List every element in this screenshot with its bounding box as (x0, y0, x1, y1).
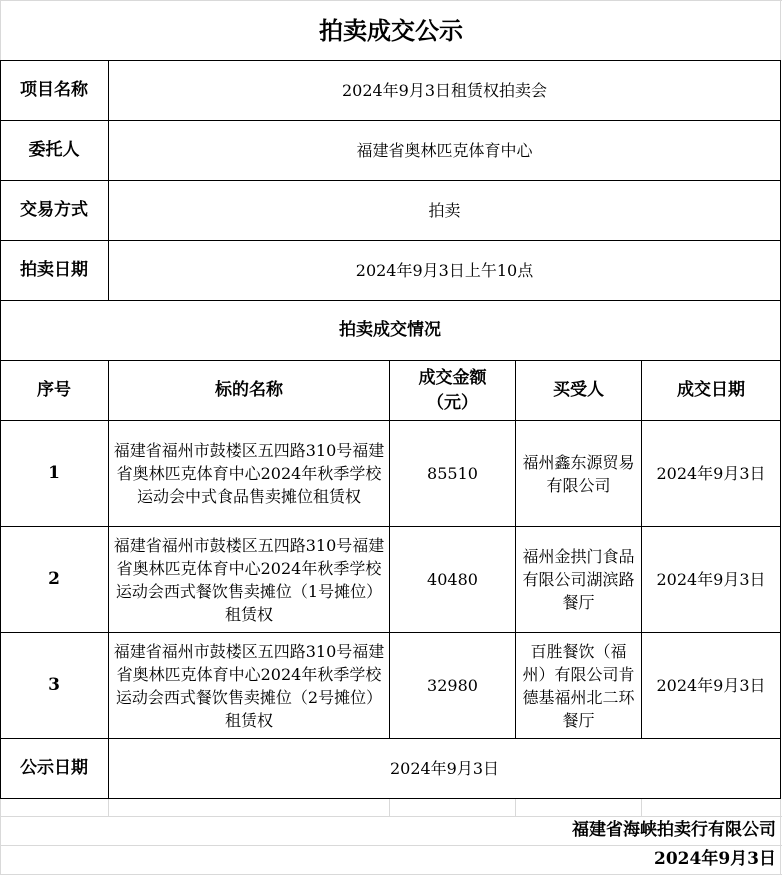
method-label: 交易方式 (20, 200, 88, 220)
table-row-3-buyer: 百胜餐饮（福州）有限公司肯德基福州北二环餐厅 (522, 641, 635, 730)
grid-line (0, 60, 781, 61)
table-row-3-amount: 32980 (427, 676, 478, 695)
page-title: 拍卖成交公示 (319, 15, 463, 45)
grid-line (0, 632, 781, 633)
header-date: 成交日期 (677, 380, 745, 400)
grid-line (0, 120, 781, 121)
table-row-3-item: 福建省福州市鼓楼区五四路310号福建省奥林匹克体育中心2024年秋季学校运动会西式餐饮售卖摊位（2号摊位）租赁权 (113, 641, 385, 730)
faint-grid-line (0, 816, 782, 817)
publicity-date-label: 公示日期 (20, 758, 88, 778)
grid-line (389, 360, 390, 739)
grid-line (641, 360, 642, 739)
faint-grid-line (0, 0, 1, 60)
faint-grid-line (0, 874, 782, 875)
project-name-label: 项目名称 (20, 80, 88, 100)
grid-line (0, 300, 781, 301)
auction-date-label: 拍卖日期 (20, 260, 88, 280)
grid-line (780, 60, 781, 799)
grid-line (0, 526, 781, 527)
table-row-3-date: 2024年9月3日 (656, 676, 766, 695)
faint-grid-line (780, 0, 781, 60)
table-row-1-amount: 85510 (427, 464, 478, 483)
faint-grid-line (0, 0, 782, 1)
faint-grid-line (780, 799, 781, 875)
grid-line (0, 240, 781, 241)
faint-grid-line (0, 799, 1, 875)
grid-line (515, 360, 516, 739)
table-row-2-buyer: 福州金拱门食品有限公司湖滨路餐厅 (522, 547, 635, 612)
grid-line (108, 60, 109, 300)
method-value: 拍卖 (428, 201, 461, 220)
faint-grid-line (108, 799, 109, 817)
table-row-1-item: 福建省福州市鼓楼区五四路310号福建省奥林匹克体育中心2024年秋季学校运动会中式食品售卖摊位租赁权 (113, 441, 385, 506)
faint-grid-line (515, 799, 516, 817)
table-row-2-amount: 40480 (427, 570, 478, 589)
grid-line (0, 180, 781, 181)
grid-line (0, 798, 781, 799)
table-row-2-item: 福建省福州市鼓楼区五四路310号福建省奥林匹克体育中心2024年秋季学校运动会西式餐饮售卖摊位（1号摊位）租赁权 (113, 535, 385, 624)
client-label: 委托人 (28, 140, 80, 160)
auction-date-value: 2024年9月3日上午10点 (355, 261, 534, 280)
grid-line (0, 360, 781, 361)
table-row-1-date: 2024年9月3日 (656, 464, 766, 483)
header-no: 序号 (37, 380, 71, 400)
table-row-2-no: 2 (48, 569, 60, 589)
header-amount: 成交金额 （元） (418, 367, 487, 413)
project-name-value: 2024年9月3日租赁权拍卖会 (341, 81, 548, 100)
section-title: 拍卖成交情况 (339, 320, 441, 340)
faint-grid-line (389, 799, 390, 817)
faint-grid-line (0, 845, 782, 846)
footer-company: 福建省海峡拍卖行有限公司 (572, 820, 776, 840)
footer-date: 2024年9月3日 (654, 849, 776, 869)
grid-line (108, 360, 109, 799)
table-row-1-buyer: 福州鑫东源贸易有限公司 (522, 452, 635, 495)
grid-line (0, 60, 1, 799)
header-buyer: 买受人 (553, 380, 604, 400)
client-value: 福建省奥林匹克体育中心 (356, 141, 533, 160)
faint-grid-line (641, 799, 642, 817)
header-item: 标的名称 (215, 380, 283, 400)
publicity-date-value: 2024年9月3日 (389, 759, 500, 778)
table-row-3-no: 3 (48, 675, 60, 695)
grid-line (0, 738, 781, 739)
table-row-1-no: 1 (48, 463, 60, 483)
grid-line (0, 420, 781, 421)
table-row-2-date: 2024年9月3日 (656, 570, 766, 589)
